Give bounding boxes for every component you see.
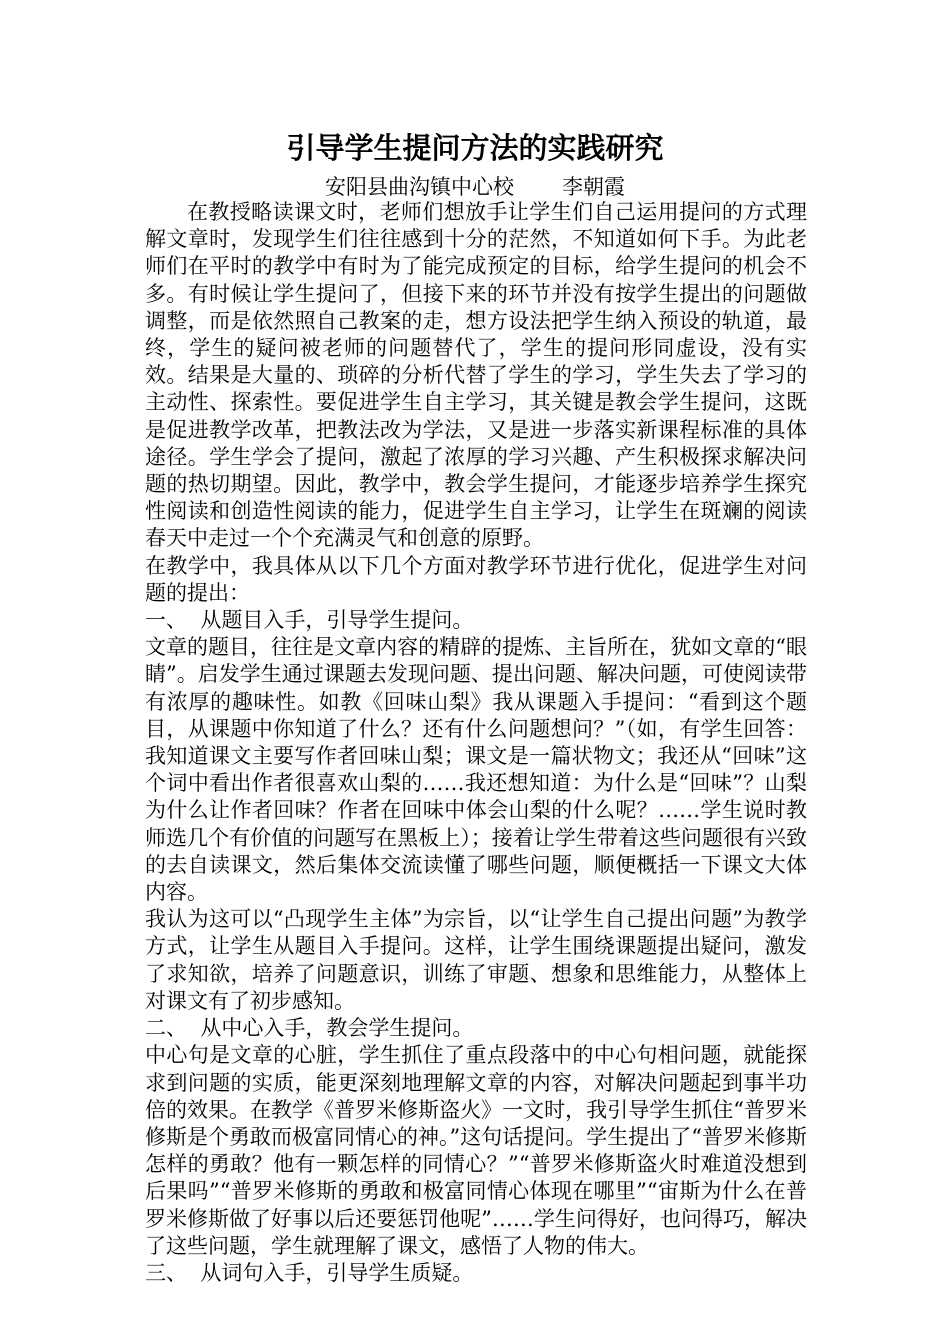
paragraph-section-1-reflection: 我认为这可以“凸现学生主体”为宗旨，以“让学生自己提出问题”为教学方式，让学生从题目入手提问。这样，让学生围绕课题提出疑问，激发了求知欲，培养了问题意识，训练了审题、想象和思维能力，从整体上对课文有了初步感知。 bbox=[145, 907, 807, 1013]
paragraph-overview: 在教学中，我具体从以下几个方面对教学环节进行优化，促进学生对问题的提出： bbox=[145, 553, 807, 605]
author-school: 安阳县曲沟镇中心校 bbox=[325, 175, 514, 199]
section-heading-1: 一、 从题目入手，引导学生提问。 bbox=[145, 608, 474, 633]
paragraph-intro: 在教授略读课文时，老师们想放手让学生们自己运用提问的方式理解文章时，发现学生们往往感到十分的茫然，不知道如何下手。为此老师们在平时的教学中有时为了能完成预定的目标，给学生提问的机会不多。有时候让学生提问了，但接下来的环节并没有按学生提出的问题做调整，而是依然照自己教案的走，想方设法把学生纳入预设的轨道，最终，学生的疑问被老师的问题替代了，学生的提问形同虚设，没有实效。结果是大量的、琐碎的分析代替了学生的学习，学生失去了学习的主动性、探索性。要促进学生自主学习，其关键是教会学生提问，这既是促进教学改革，把教法改为学法，又是进一步落实新课程标准的具体途径。学生学会了提问，激起了浓厚的学习兴趣、产生积极探求解决问题的热切期望。因此，教学中，教会学生提问，才能逐步培养学生探究性阅读和创造性阅读的能力，促进学生自主学习，让学生在斑斓的阅读春天中走过一个个充满灵气和创意的原野。 bbox=[145, 200, 807, 551]
paragraph-section-2: 中心句是文章的心脏，学生抓住了重点段落中的中心句相问题，就能探求到问题的实质，能更深刻地理解文章的内容，对解决问题起到事半功倍的效果。在教学《普罗米修斯盗火》一文时，我引导学生抓住“普罗米修斯是个勇敢而极富同情心的神。”这句话提问。学生提出了“普罗米修斯怎样的勇敢？他有一颗怎样的同情心？”“普罗米修斯盗火时难道没想到后果吗”“普罗米修斯的勇敢和极富同情心体现在哪里”“宙斯为什么在普罗米修斯做了好事以后还要惩罚他呢”……学生问得好，也问得巧，解决了这些问题，学生就理解了课文，感悟了人物的伟大。 bbox=[145, 1043, 807, 1258]
document-body bbox=[145, 199, 807, 1287]
author-name: 李朝霞 bbox=[562, 175, 625, 199]
section-heading-3: 三、 从词句入手，引导学生质疑。 bbox=[145, 1260, 474, 1285]
section-heading-2: 二、 从中心入手，教会学生提问。 bbox=[145, 1016, 474, 1041]
document-title: 引导学生提问方法的实践研究 bbox=[286, 131, 664, 165]
author-line bbox=[0, 172, 950, 202]
paragraph-section-1: 文章的题目，往往是文章内容的精辟的提炼、主旨所在，犹如文章的“眼睛”。启发学生通过课题去发现问题、提出问题、解决问题，可使阅读带有浓厚的趣味性。如教《回味山梨》我从课题入手提问：“看到这个题目，从课题中你知道了什么？还有什么问题想问？”（如，有学生回答：我知道课文主要写作者回味山梨；课文是一篇状物文；我还从“回味”这个词中看出作者很喜欢山梨的……我还想知道：为什么是“回味”？山梨为什么让作者回味？作者在回味中体会山梨的什么呢？……学生说时教师选几个有价值的问题写在黑板上）；接着让学生带着这些问题很有兴致的去自读课文，然后集体交流读懂了哪些问题，顺便概括一下课文大体内容。 bbox=[145, 635, 807, 905]
